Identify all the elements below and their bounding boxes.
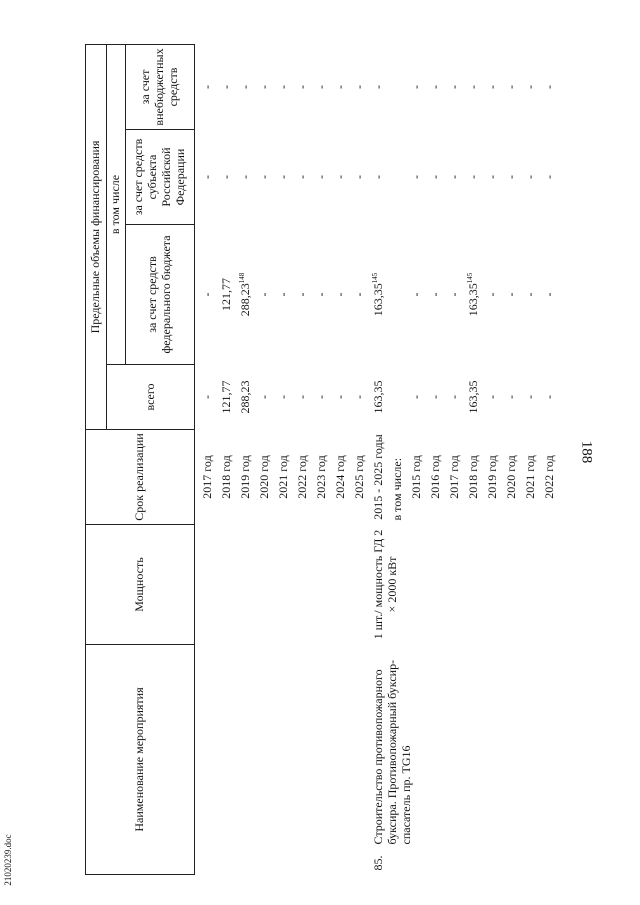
cell-extrabudget: - — [333, 84, 347, 89]
table-row — [543, 44, 562, 874]
federal-value: - — [333, 292, 347, 297]
cell-capacity — [505, 525, 524, 645]
table-row — [277, 44, 296, 874]
cell-period: 2016 год — [428, 455, 442, 499]
cell-name — [220, 645, 239, 875]
cell-federal — [391, 225, 410, 365]
cell-extrabudget — [391, 44, 410, 129]
federal-value: 121,77 — [219, 278, 233, 311]
cell-extrabudget: - — [409, 84, 423, 89]
federal-value: - — [428, 292, 442, 297]
federal-value: - — [542, 292, 556, 297]
cell-capacity — [429, 525, 448, 645]
cell-total: - — [352, 395, 366, 399]
cell-capacity — [296, 525, 315, 645]
document-code: 21020239.doc — [3, 834, 13, 886]
cell-name — [201, 645, 220, 875]
cell-extrabudget: - — [295, 84, 309, 89]
cell-regional: - — [504, 175, 518, 179]
cell-regional: - — [371, 175, 385, 179]
header-federal: за счет средств федерального бюджета — [126, 225, 195, 365]
cell-regional: - — [485, 175, 499, 179]
federal-value: - — [200, 292, 214, 297]
table-row — [353, 44, 372, 874]
cell-name — [429, 645, 448, 875]
cell-extrabudget: - — [504, 84, 518, 89]
cell-total: - — [333, 395, 347, 399]
cell-regional — [391, 130, 410, 225]
footnote-ref: 148 — [238, 272, 246, 284]
cell-extrabudget: - — [257, 84, 271, 89]
cell-period: 2018 год — [219, 455, 233, 499]
cell-name — [334, 645, 353, 875]
table-row — [334, 44, 353, 874]
cell-total: - — [428, 395, 442, 399]
cell-name — [277, 645, 296, 875]
cell-total: - — [295, 395, 309, 399]
cell-period: 2025 год — [352, 455, 366, 499]
cell-name — [239, 645, 258, 875]
cell-federal — [429, 225, 448, 365]
cell-extrabudget: - — [371, 84, 385, 89]
cell-federal — [410, 225, 429, 365]
cell-capacity — [201, 525, 220, 645]
table-row — [429, 44, 448, 874]
cell-extrabudget: - — [447, 84, 461, 89]
cell-total: 121,77 — [219, 380, 233, 414]
federal-value: - — [314, 292, 328, 297]
cell-name — [505, 645, 524, 875]
cell-federal — [372, 225, 391, 365]
cell-period: 2020 год — [504, 455, 518, 499]
cell-regional: - — [333, 175, 347, 179]
cell-total: - — [447, 395, 461, 399]
cell-federal — [296, 225, 315, 365]
cell-extrabudget: - — [466, 84, 480, 89]
cell-federal — [334, 225, 353, 365]
federal-value: 163,35 — [466, 283, 480, 317]
page-number: 188 — [578, 440, 595, 464]
cell-capacity — [239, 525, 258, 645]
cell-total: - — [200, 395, 214, 399]
cell-period: 2018 год — [466, 455, 480, 499]
table-row — [296, 44, 315, 874]
federal-value: - — [485, 292, 499, 297]
cell-period: 2017 год — [447, 455, 461, 499]
cell-period: 2019 год — [485, 455, 499, 499]
cell-total: - — [504, 395, 518, 399]
cell-period: 2020 год — [257, 455, 271, 499]
cell-name — [467, 645, 486, 875]
cell-regional: - — [447, 175, 461, 179]
cell-regional: - — [523, 175, 537, 179]
cell-period: 2021 год — [276, 455, 290, 499]
cell-capacity — [353, 525, 372, 645]
cell-period: 2015 год — [409, 455, 423, 499]
cell-extrabudget: - — [314, 84, 328, 89]
cell-name — [315, 645, 334, 875]
cell-regional: - — [409, 175, 423, 179]
cell-total: - — [409, 395, 423, 399]
cell-capacity — [277, 525, 296, 645]
federal-value: - — [523, 292, 537, 297]
cell-extrabudget: - — [542, 84, 556, 89]
cell-name — [486, 645, 505, 875]
cell-total: - — [276, 395, 290, 399]
table-row — [201, 44, 220, 874]
cell-regional: - — [219, 175, 233, 179]
cell-capacity — [315, 525, 334, 645]
cell-regional: - — [200, 175, 214, 179]
table-header — [86, 44, 195, 874]
cell-regional: - — [295, 175, 309, 179]
cell-federal — [467, 225, 486, 365]
cell-capacity — [524, 525, 543, 645]
table-row — [505, 44, 524, 874]
cell-extrabudget: - — [523, 84, 537, 89]
cell-total: - — [314, 395, 328, 399]
cell-total: - — [257, 395, 271, 399]
cell-capacity — [467, 525, 486, 645]
cell-regional: - — [314, 175, 328, 179]
cell-regional: - — [428, 175, 442, 179]
cell-capacity — [410, 525, 429, 645]
cell-period: 2022 год — [542, 455, 556, 499]
cell-capacity — [543, 525, 562, 645]
cell-period: в том числе: — [390, 457, 404, 521]
cell-period: 2019 год — [238, 455, 252, 499]
table-row — [239, 44, 258, 874]
federal-value: - — [409, 292, 423, 297]
cell-regional: - — [257, 175, 271, 179]
cell-extrabudget: - — [219, 84, 233, 89]
cell-federal — [315, 225, 334, 365]
footnote-ref: 145 — [371, 272, 379, 284]
cell-federal — [524, 225, 543, 365]
federal-value: - — [295, 292, 309, 297]
cell-name — [371, 645, 413, 875]
cell-name — [258, 645, 277, 875]
cell-name — [524, 645, 543, 875]
header-total: всего — [107, 365, 195, 430]
cell-name — [296, 645, 315, 875]
cell-period: 2023 год — [314, 455, 328, 499]
table-row — [372, 44, 391, 874]
header-period: Срок реализации — [86, 430, 195, 525]
federal-value: 163,35 — [371, 283, 385, 317]
header-capacity: Мощность — [86, 525, 195, 645]
cell-total: 163,35 — [466, 380, 480, 414]
cell-capacity — [220, 525, 239, 645]
cell-regional: - — [276, 175, 290, 179]
footnote-ref: 145 — [466, 272, 474, 284]
cell-federal — [239, 225, 258, 365]
header-funding-group: Предельные объемы финансирования — [86, 44, 107, 429]
cell-capacity — [371, 525, 399, 645]
cell-period: 2017 год — [200, 455, 214, 499]
cell-total — [391, 365, 410, 430]
cell-regional: - — [238, 175, 252, 179]
table-row — [524, 44, 543, 874]
item-number: 85. — [371, 855, 385, 871]
capacity-text: 1 шт./ мощность ГД 2 × 2000 кВт — [371, 529, 399, 640]
cell-total: - — [542, 395, 556, 399]
table-row — [258, 44, 277, 874]
cell-regional: - — [466, 175, 480, 179]
header-regional: за счет средств субъекта Российской Федерации — [126, 130, 195, 225]
federal-value: - — [257, 292, 271, 297]
cell-federal — [220, 225, 239, 365]
cell-extrabudget: - — [485, 84, 499, 89]
cell-federal — [486, 225, 505, 365]
cell-extrabudget: - — [276, 84, 290, 89]
cell-federal — [448, 225, 467, 365]
cell-federal — [201, 225, 220, 365]
header-including: в том числе — [107, 44, 126, 364]
table-row — [448, 44, 467, 874]
federal-value: - — [276, 292, 290, 297]
table-row — [467, 44, 486, 874]
cell-federal — [353, 225, 372, 365]
cell-federal — [277, 225, 296, 365]
cell-period: 2015 - 2025 годы — [371, 434, 385, 520]
cell-federal — [543, 225, 562, 365]
header-name: Наименование мероприятия — [86, 645, 195, 875]
cell-name — [353, 645, 372, 875]
cell-period: 2022 год — [295, 455, 309, 499]
cell-total: - — [523, 395, 537, 399]
cell-total: 288,23 — [238, 380, 252, 414]
cell-extrabudget: - — [428, 84, 442, 89]
federal-value: - — [352, 292, 366, 297]
cell-total: 163,35 — [371, 380, 385, 414]
federal-value: - — [504, 292, 518, 297]
rotated-table-frame — [85, 45, 640, 875]
table-row — [315, 44, 334, 874]
item-name: Строительство противопожарного буксира. Противопожарный буксир-спасатель пр. TG16 — [371, 659, 413, 845]
cell-period: 2021 год — [523, 455, 537, 499]
cell-name — [543, 645, 562, 875]
cell-extrabudget: - — [200, 84, 214, 89]
cell-extrabudget: - — [352, 84, 366, 89]
table-row — [220, 44, 239, 874]
cell-capacity — [334, 525, 353, 645]
table-body — [195, 44, 563, 874]
cell-total: - — [485, 395, 499, 399]
federal-value: - — [447, 292, 461, 297]
cell-extrabudget: - — [238, 84, 252, 89]
cell-capacity — [448, 525, 467, 645]
cell-name — [448, 645, 467, 875]
cell-regional: - — [542, 175, 556, 179]
header-extrabudget: за счет внебюджетных средств — [126, 44, 195, 129]
table-row — [486, 44, 505, 874]
cell-federal — [505, 225, 524, 365]
cell-federal — [258, 225, 277, 365]
cell-regional: - — [352, 175, 366, 179]
federal-value: 288,23 — [238, 283, 252, 317]
cell-capacity — [258, 525, 277, 645]
funding-table — [85, 44, 562, 875]
cell-capacity — [486, 525, 505, 645]
cell-period: 2024 год — [333, 455, 347, 499]
